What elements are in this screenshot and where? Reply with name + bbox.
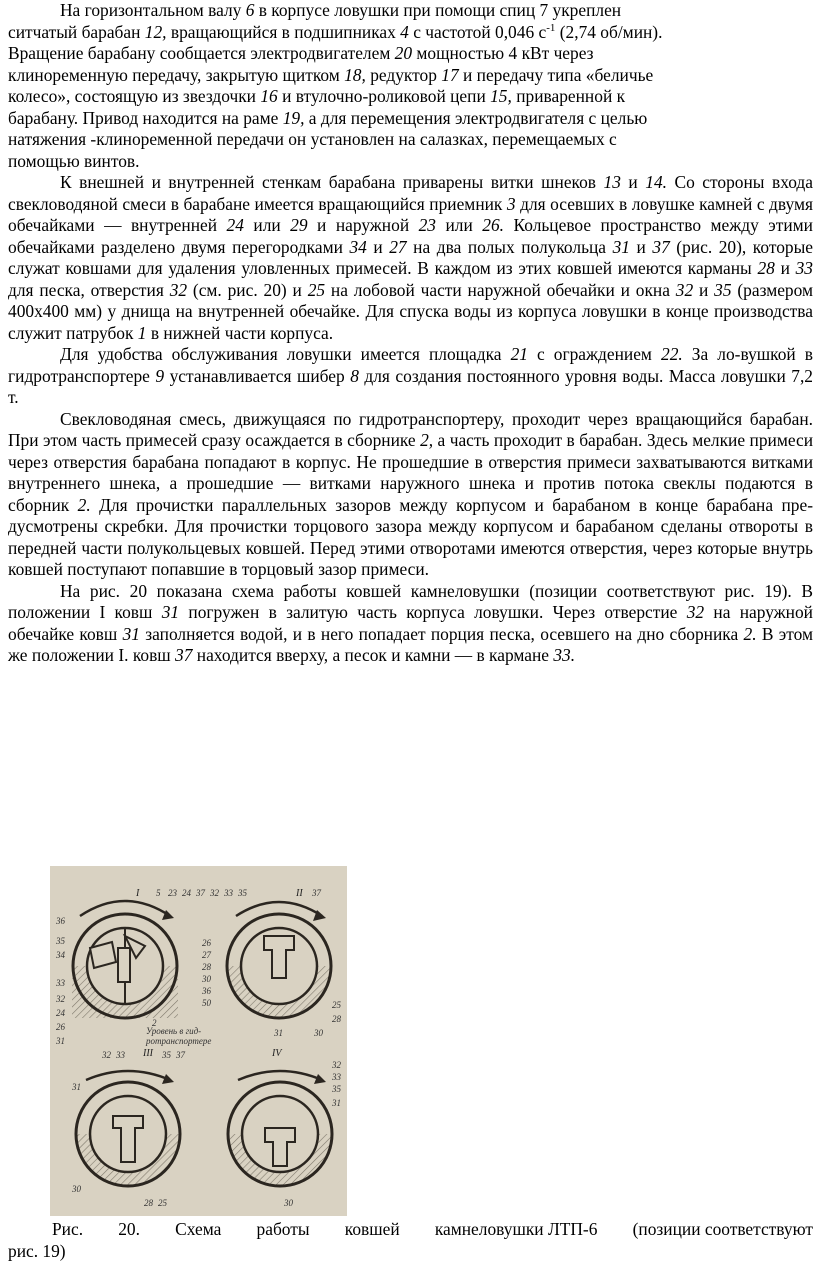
callout: 33 xyxy=(116,1050,125,1060)
callout: 33 xyxy=(332,1072,341,1082)
label-position-IV: IV xyxy=(272,1048,282,1059)
callout: 34 xyxy=(56,950,65,960)
caption-word: Рис. xyxy=(52,1219,84,1239)
figure-bucket-scheme xyxy=(50,866,347,1216)
callout: 35 xyxy=(238,888,247,898)
callout: 37 xyxy=(176,1050,185,1060)
caption-line2: рис. 19) xyxy=(8,1240,66,1261)
callout: 28 xyxy=(144,1198,153,1208)
caption-word: Схема xyxy=(175,1219,222,1239)
callout: 31 xyxy=(56,1036,65,1046)
italic-ref: 31 xyxy=(122,623,140,644)
callout: 2 xyxy=(152,1018,157,1028)
italic-ref: 16 xyxy=(260,86,278,106)
callout: 24 xyxy=(182,888,191,898)
italic-ref: 8 xyxy=(350,365,359,386)
italic-ref: 2. xyxy=(77,494,91,515)
callout: 23 xyxy=(168,888,177,898)
callout: 36 xyxy=(202,986,211,996)
paragraph: На рис. 20 показана схема работы ковшей камнеловушки (позиции соответствуют рис. 19). В положении I ковш 31 погружен в залитую часть корпуса ловушки. Через отверстие 32 на наружной обечайке ковш 31 заполняется водой, и в него попадает порция песка, осевшего на дно сборника 2. В этом же положении I. ковш 37 находится вверху, а песок и камни — в кармане 33. xyxy=(8,580,813,665)
italic-ref: 37 xyxy=(652,236,670,257)
paragraph: Для удобства обслуживания ловушки имеется площадка 21 с ограждением 22. За ло-вушкой в гидротранспортере 9 устанавливается шибер 8 для создания постоянного уровня воды. Масса ловушки 7,2 т. xyxy=(8,344,813,407)
italic-ref: 15, xyxy=(490,86,512,106)
italic-ref: 33 xyxy=(795,258,813,278)
italic-ref: 32 xyxy=(686,602,705,622)
italic-ref: 1 xyxy=(137,322,147,343)
italic-ref: 31 xyxy=(612,236,630,257)
callout: 35 xyxy=(162,1050,171,1060)
italic-ref: 25 xyxy=(307,279,326,300)
callout: 27 xyxy=(202,950,211,960)
callout: 31 xyxy=(72,1082,81,1092)
italic-ref: 17 xyxy=(441,64,459,85)
callout: 26 xyxy=(56,1022,65,1032)
bucket-scheme-drawing xyxy=(50,866,347,1216)
callout: 32 xyxy=(332,1060,341,1070)
italic-ref: 21 xyxy=(510,344,528,364)
figure-caption xyxy=(8,1219,813,1262)
italic-ref: 23 xyxy=(418,215,436,235)
callout: 28 xyxy=(202,962,211,972)
callout: 32 xyxy=(210,888,219,898)
paragraph: К внешней и внутренней стенкам барабана приварены витки шнеков 13 и 14. Со стороны входа свекловодяной смеси в барабане имеется вращающийся приемник 3 для осевших в ловушке камней с двумя обечайками — внутренней 24 или 29 и наружной 23 или 26. Кольцевое пространство между этими обечайками разделено двумя перегородками 34 и 27 на два полых полукольца 31 и 37 (рис. 20), которые служат ковшами для удаления уловленных примесей. В каждом из этих ковшей имеются карманы 28 и 33 для песка, отверстия 32 (см. рис. 20) и 25 на лобовой части наружной обечайки и окна 32 и 35 (размером 400x400 мм) у днища на внутренней обечайке. Для спуска воды из корпуса ловушки в конце производства служит патрубок 1 в нижней части корпуса. xyxy=(8,172,813,343)
italic-ref: 2. xyxy=(743,623,757,644)
italic-ref: 33. xyxy=(553,645,576,665)
callout: 37 xyxy=(312,888,321,898)
callout: 30 xyxy=(314,1028,323,1038)
italic-ref: 32 xyxy=(675,279,694,300)
label-position-III: III xyxy=(143,1048,153,1059)
italic-ref: 22. xyxy=(661,344,683,364)
italic-ref: 24 xyxy=(226,215,244,235)
label-position-I: I xyxy=(136,888,140,899)
callouts-position-I-left xyxy=(55,916,66,1046)
callout: 32 xyxy=(102,1050,111,1060)
italic-ref: 26. xyxy=(482,215,505,235)
italic-ref: 4 xyxy=(400,21,409,42)
callout: 37 xyxy=(196,888,205,898)
italic-ref: 34 xyxy=(349,236,367,257)
callout: 30 xyxy=(202,974,211,984)
italic-ref: 3 xyxy=(506,193,516,214)
italic-ref: 28 xyxy=(757,258,775,278)
level-label-line2: ротранспортере xyxy=(146,1036,212,1046)
callout: 35 xyxy=(332,1084,341,1094)
italic-ref: 27 xyxy=(389,236,407,257)
callout: 30 xyxy=(284,1198,293,1208)
caption-line1 xyxy=(8,1219,813,1241)
italic-ref: 35 xyxy=(714,279,732,300)
caption-word: ковшей xyxy=(344,1219,400,1239)
callout: 28 xyxy=(332,1014,341,1024)
italic-ref: 20 xyxy=(394,43,413,63)
caption-word: (позиции соответствуют xyxy=(632,1219,813,1239)
callout: 25 xyxy=(158,1198,167,1208)
body-text xyxy=(8,0,813,667)
caption-word: работы xyxy=(256,1219,310,1239)
paragraph: Свекловодяная смесь, движущаяся по гидротранспортеру, проходит через вращающийся барабан. При этом часть примесей сразу осаждается в сборнике 2, а часть проходит в барабан. Здесь мелкие примеси через отверстия барабана попадают в корпус. Не прошедшие в отверстия примеси захватываются витками внутреннего шнека, а прошедшие — витками наружного шнека и против потока свеклы подаются в сборник 2. Для прочистки параллельных зазоров между корпусом и барабаном в конце барабана пре-дусмотрены скребки. Для прочистки торцового зазора между корпусом и барабаном сделаны отвороты в передней части полукольцевых ковшей. Перед этими отворотами имеются отверстия, через которые внутрь ковшей поступают попавшие в торцовый зазор примеси. xyxy=(8,408,814,579)
italic-ref: 29 xyxy=(290,215,308,235)
italic-ref: 6 xyxy=(245,0,255,20)
callout: 31 xyxy=(274,1028,283,1038)
callout: 25 xyxy=(332,1000,341,1010)
italic-ref: 9 xyxy=(155,365,165,386)
italic-ref: 18, xyxy=(344,64,366,85)
callout: 36 xyxy=(56,916,65,926)
italic-ref: 2, xyxy=(420,430,434,450)
callout: 31 xyxy=(332,1098,341,1108)
caption-words xyxy=(52,1219,813,1241)
italic-ref: 14. xyxy=(645,172,667,192)
paragraph: На горизонтальном валу 6 в корпусе ловушки при помощи спиц 7 укреплен ситчатый барабан 12, вращающийся в подшипниках 4 с частотой 0,046 $с^{-1}$ (2,74 об/мин). Вращение барабану сообщается электродвигателем 20 мощностью 4 кВт через клиноременную передачу, закрытую щитком 18, редуктор 17 и передачу типа «беличье колесо», состоящую из звездочки 16 и втулочно-роликовой цепи 15, приваренной к барабану. Привод находится на раме 19, а для перемещения электродвигателя с целью натяжения -клиноременной передачи он установлен на салазках, перемещаемых с помощью винтов. xyxy=(8,0,663,171)
callout: 33 xyxy=(56,978,65,988)
callout: 32 xyxy=(56,994,65,1004)
caption-word: 20. xyxy=(118,1219,140,1239)
caption-word: камнеловушки ЛТП-6 xyxy=(434,1219,598,1239)
level-label-line1: Уровень в гид- xyxy=(146,1026,202,1036)
callout: 5 xyxy=(156,888,161,898)
callout: 24 xyxy=(56,1008,65,1018)
label-position-II: II xyxy=(296,888,303,899)
italic-ref: 37 xyxy=(175,645,193,665)
callout: 50 xyxy=(202,998,211,1008)
italic-ref: 32 xyxy=(169,279,188,300)
italic-ref: 13 xyxy=(603,172,621,192)
callout: 30 xyxy=(72,1184,81,1194)
italic-ref: 19, xyxy=(282,107,305,128)
callout: 35 xyxy=(56,936,65,946)
callout: 33 xyxy=(224,888,233,898)
italic-ref: 31 xyxy=(161,602,180,622)
superscript: -1 xyxy=(546,21,556,34)
callout: 26 xyxy=(202,938,211,948)
italic-ref: 12, xyxy=(144,21,167,42)
